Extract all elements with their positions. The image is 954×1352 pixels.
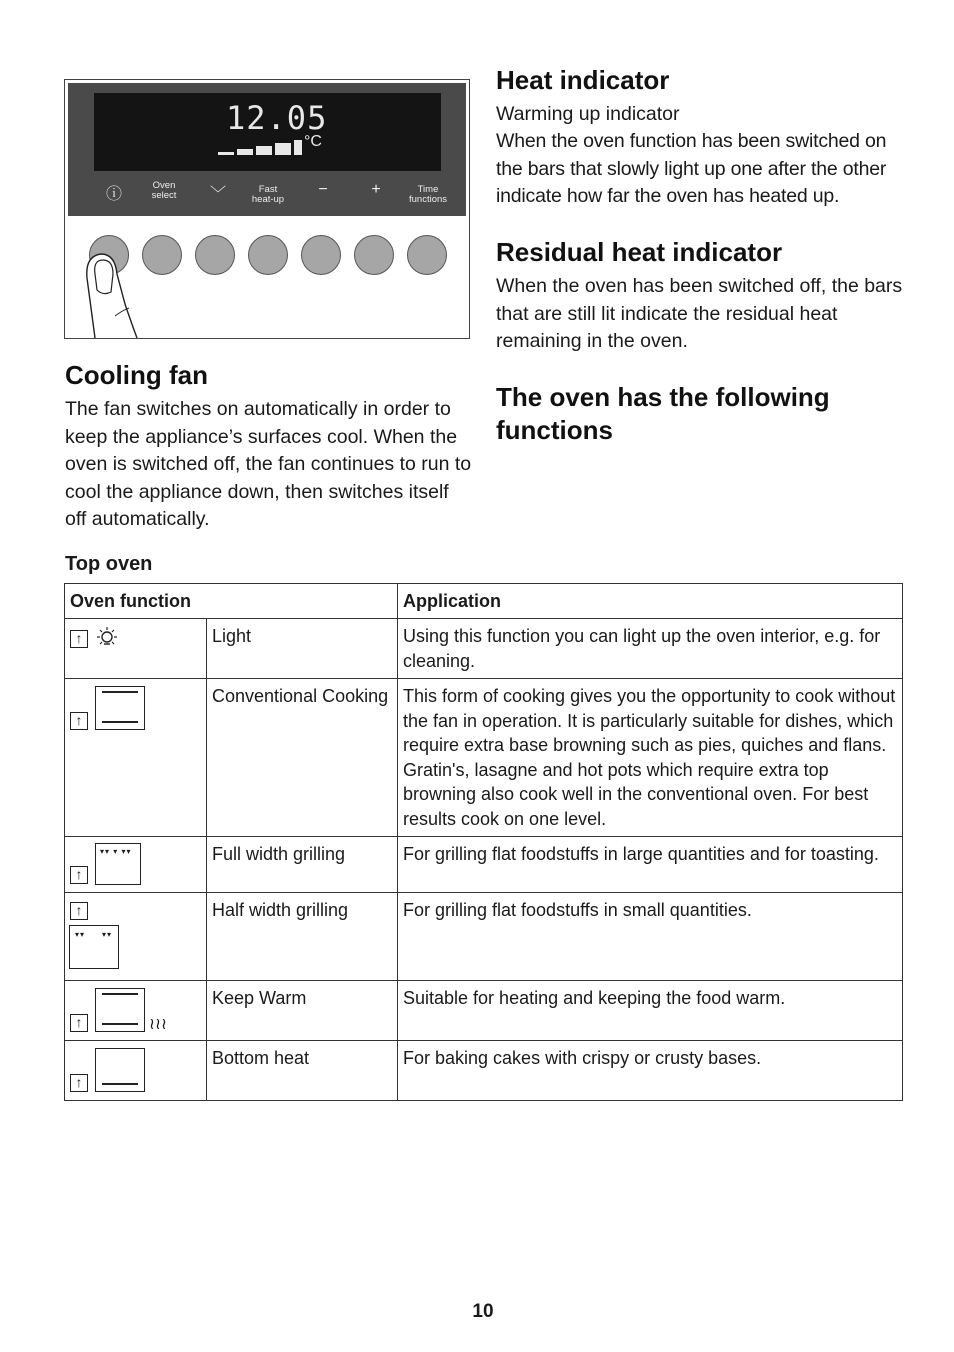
table-row <box>65 619 903 679</box>
function-name: Conventional Cooking <box>207 679 398 837</box>
bottom-heat-icon <box>65 1041 207 1101</box>
function-name: Light <box>207 619 398 679</box>
arrow-up-icon: ↑ <box>70 866 88 884</box>
heat-bar <box>237 149 253 155</box>
oven-button <box>195 235 235 275</box>
oven-cavity-icon <box>95 686 145 730</box>
heat-indicator-subtitle: Warming up indicator <box>496 103 680 125</box>
oven-cavity-icon <box>95 1048 145 1092</box>
oven-button <box>301 235 341 275</box>
light-icon <box>65 619 207 679</box>
minus-icon: − <box>318 181 328 198</box>
function-application: For grilling flat foodstuffs in small quantities. <box>398 893 903 981</box>
oven-cavity-icon <box>95 988 145 1032</box>
table-row <box>65 1041 903 1101</box>
top-oven-title: Top oven <box>65 553 153 575</box>
heat-bar <box>294 140 302 155</box>
lcd-display <box>94 93 441 171</box>
function-name: Bottom heat <box>207 1041 398 1101</box>
arrow-up-icon: ↑ <box>70 712 88 730</box>
display-unit: °C <box>304 133 322 150</box>
heat-waves-icon: ≀≀≀ <box>149 1016 167 1033</box>
finger-icon <box>85 238 165 338</box>
function-application: For grilling flat foodstuffs in large quantities and for toasting. <box>398 837 903 893</box>
heat-indicator-title: Heat indicator <box>496 65 670 95</box>
full-width-grill-icon <box>65 837 207 893</box>
time-functions-label: Time functions <box>408 184 448 205</box>
table-row <box>65 679 903 837</box>
cooling-fan-text: The fan switches on automatically in order to keep the appliance’s surfaces cool. When the oven is switched off, the fan continues to run to cool the appliance down, then switches itself off automatically. <box>65 398 472 530</box>
oven-button <box>354 235 394 275</box>
fast-heat-up-label: Fast heat-up <box>251 184 285 205</box>
function-application: This form of cooking gives you the opportunity to cook without the fan in operation. It is particularly suitable for dishes, which require extra base browning such as pies, quiches and flans. Gratin's, lasagne and hot pots which require extra top browning also cook well in the conventional oven. For best results cook on one level. <box>398 679 903 837</box>
table-row <box>65 837 903 893</box>
oven-button <box>407 235 447 275</box>
residual-heat-text: When the oven has been switched off, the bars that are still lit indicate the residual heat remaining in the oven. <box>496 275 903 352</box>
heat-bar <box>275 143 291 155</box>
power-icon: ⓘ <box>105 186 122 203</box>
control-panel <box>68 83 466 216</box>
display-digits: 12.05 <box>226 99 328 137</box>
function-name: Half width grilling <box>207 893 398 981</box>
oven-cavity-icon: ▾▾ ▾▾ <box>69 925 119 969</box>
header-application: Application <box>398 584 903 619</box>
table-row <box>65 893 903 981</box>
bulb-icon <box>94 625 120 651</box>
function-application: Using this function you can light up the oven interior, e.g. for cleaning. <box>398 619 903 679</box>
function-name: Keep Warm <box>207 981 398 1041</box>
heat-bar <box>256 146 272 155</box>
table-row <box>65 981 903 1041</box>
page-number: 10 <box>472 1301 494 1322</box>
table-header-row <box>65 584 903 619</box>
keep-warm-icon <box>65 981 207 1041</box>
header-oven-function: Oven function <box>65 584 398 619</box>
residual-heat-title: Residual heat indicator <box>496 237 783 267</box>
functions-heading: The oven has the following functions <box>496 382 830 445</box>
heat-bar <box>218 152 234 155</box>
oven-button <box>248 235 288 275</box>
cooling-fan-title: Cooling fan <box>65 360 208 390</box>
conventional-cooking-icon <box>65 679 207 837</box>
half-width-grill-icon <box>65 893 207 981</box>
arrow-up-icon: ↑ <box>70 1074 88 1092</box>
oven-select-label: Oven select <box>151 180 177 201</box>
function-application: Suitable for heating and keeping the food warm. <box>398 981 903 1041</box>
arrow-up-icon: ↑ <box>70 1014 88 1032</box>
oven-cavity-icon: ▾▾ ▾ ▾▾ <box>95 843 141 885</box>
down-icon: ﹀ <box>209 186 226 203</box>
function-application: For baking cakes with crispy or crusty bases. <box>398 1041 903 1101</box>
plus-icon: + <box>371 181 381 198</box>
control-panel-figure <box>64 79 470 339</box>
arrow-up-icon: ↑ <box>70 902 88 920</box>
function-name: Full width grilling <box>207 837 398 893</box>
arrow-up-icon: ↑ <box>70 630 88 648</box>
heat-indicator-text: When the oven function has been switched on the bars that slowly light up one after the other indicate how far the oven has heated up. <box>496 130 887 207</box>
oven-functions-table <box>64 583 903 1101</box>
